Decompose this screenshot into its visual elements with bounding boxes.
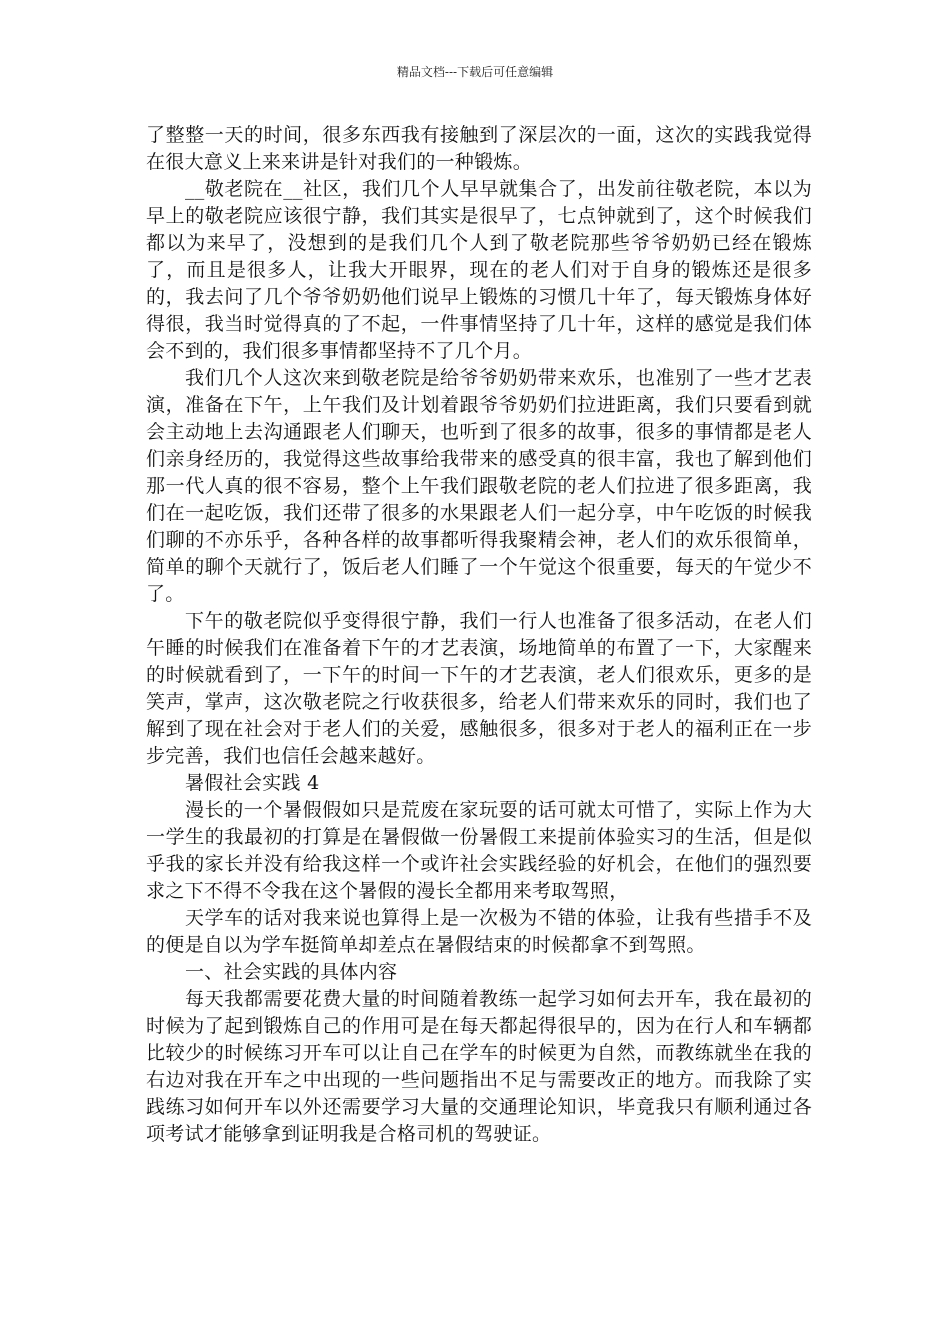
paragraph-5: 漫长的一个暑假假如只是荒废在家玩耍的话可就太可惜了，实际上作为大一学生的我最初的打算是在暑假做一份暑假工来提前体验实习的生活，但是似乎我的家长并没有给我这样一个或许社会实践经验的好机会，在他们的强烈要求之下不得不令我在这个暑假的漫长全都用来考取驾照， [146, 799, 812, 902]
paragraph-4: 下午的敬老院似乎变得很宁静，我们一行人也准备了很多活动，在老人们午睡的时候我们在准备着下午的才艺表演，场地简单的布置了一下，大家醒来的时候就看到了，一下午的时间一下午的才艺表演，老人们很欢乐，更多的是笑声，掌声，这次敬老院之行收获很多，给老人们带来欢乐的同时，我们也了解到了现在社会对于老人们的关爱，感触很多，很多对于老人的福利正在一步步完善，我们也信任会越来越好。 [146, 610, 812, 767]
section-heading-content: 一、社会实践的具体内容 [185, 961, 398, 983]
section-heading-practice-4: 暑假社会实践 4 [185, 772, 320, 794]
paragraph-7: 每天我都需要花费大量的时间随着教练一起学习如何去开车，我在最初的时候为了起到锻炼自己的作用可是在每天都起得很早的，因为在行人和车辆都比较少的时候练习开车可以让自己在学车的时候更为自然，而教练就坐在我的右边对我在开车之中出现的一些问题指出不足与需要改正的地方。而我除了实践练习如何开车以外还需要学习大量的交通理论知识，毕竟我只有顺利通过各项考试才能够拿到证明我是合格司机的驾驶证。 [146, 988, 812, 1145]
paragraph-2: __敬老院在__社区，我们几个人早早就集合了，出发前往敬老院，本以为早上的敬老院应该很宁静，我们其实是很早了，七点钟就到了，这个时候我们都以为来早了，没想到的是我们几个人到了敬老院那些爷爷奶奶已经在锻炼了，而且是很多人，让我大开眼界，现在的老人们对于自身的锻炼还是很多的，我去问了几个爷爷奶奶他们说早上锻炼的习惯几十年了，每天锻炼身体好得很，我当时觉得真的了不起，一件事情坚持了几十年，这样的感觉是我们体会不到的，我们很多事情都坚持不了几个月。 [146, 178, 812, 362]
paragraph-3: 我们几个人这次来到敬老院是给爷爷奶奶带来欢乐，也准别了一些才艺表演，准备在下午，上午我们及计划着跟爷爷奶奶们拉进距离，我们只要看到就会主动地上去沟通跟老人们聊天，也听到了很多的故事，很多的事情都是老人们亲身经历的，我觉得这些故事给我带来的感受真的很丰富，我也了解到他们那一代人真的很不容易，整个上午我们跟敬老院的老人们拉进了很多距离，我们在一起吃饭，我们还带了很多的水果跟老人们一起分享，中午吃饭的时候我们聊的不亦乐乎，各种各样的故事都听得我聚精会神，老人们的欢乐很简单，简单的聊个天就行了，饭后老人们睡了一个午觉这个很重要，每天的午觉少不了。 [146, 367, 812, 605]
paragraph-6: 天学车的话对我来说也算得上是一次极为不错的体验，让我有些措手不及的便是自以为学车挺简单却差点在暑假结束的时候都拿不到驾照。 [146, 907, 812, 956]
paragraph-1: 了整整一天的时间，很多东西我有接触到了深层次的一面，这次的实践我觉得在很大意义上来来讲是针对我们的一种锻炼。 [146, 124, 812, 173]
document-body [146, 122, 812, 1148]
page-header: 精品文档---下载后可任意编辑 [396, 65, 554, 79]
